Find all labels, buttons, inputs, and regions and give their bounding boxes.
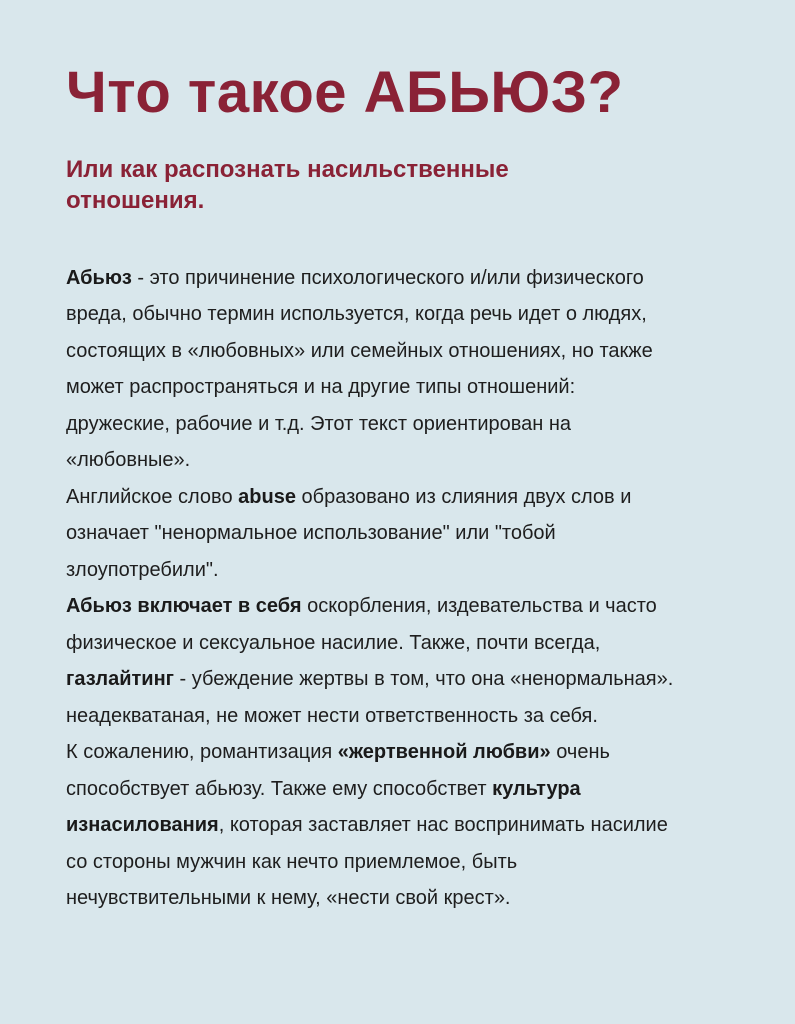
term-abuse-includes: Абьюз включает в себя: [66, 595, 302, 618]
text-line: Абьюз - это причинение психологического и/или физического: [66, 266, 644, 289]
text-line: способствует абьюзу. Также ему способствет культура: [66, 777, 581, 800]
text-line: состоящих в «любовных» или семейных отношениях, но также: [66, 339, 653, 362]
text-line: дружеские, рабочие и т.д. Этот текст ориентирован на: [66, 412, 572, 435]
text-line: Абьюз включает в себя оскорбления, издевательства и часто: [66, 595, 657, 618]
text-line: изнасилования, которая заставляет нас воспринимать насилие: [66, 814, 668, 837]
term-abuse-english: abuse: [238, 485, 296, 508]
text-line: может распространяться и на другие типы отношений:: [66, 376, 576, 399]
subtitle-line: Или как распознать насильственные: [66, 155, 509, 183]
term-rape-culture: культура: [492, 777, 581, 800]
term-abuse: Абьюз: [66, 266, 132, 289]
text-line: «любовные».: [66, 449, 191, 472]
text-line: физическое и сексуальное насилие. Также, почти всегда,: [66, 631, 601, 654]
term-rape-culture-cont: изнасилования: [66, 814, 219, 837]
text-line: вреда, обычно термин используется, когда речь идет о людях,: [66, 303, 647, 326]
term-sacrificial-love: «жертвенной любви»: [337, 741, 551, 764]
text-line: газлайтинг - убеждение жертвы в том, что она «ненормальная».: [66, 668, 674, 691]
text-line: нечувствительными к нему, «нести свой крест».: [66, 887, 511, 910]
text-line: неадекватаная, не может нести ответственность за себя.: [66, 704, 598, 727]
text-line: означает "ненормальное использование" или "тобой: [66, 522, 556, 545]
page-title: Что такое АБЬЮЗ?: [66, 60, 624, 125]
text-line: злоупотребили".: [66, 558, 219, 581]
term-gaslighting: газлайтинг: [66, 668, 174, 691]
text-line: К сожалению, романтизация «жертвенной любви» очень: [66, 741, 610, 764]
page-subtitle: [66, 154, 755, 216]
article-body: [66, 260, 755, 917]
subtitle-line: отношения.: [66, 186, 205, 214]
text-line: со стороны мужчин как нечто приемлемое, быть: [66, 850, 518, 873]
text-line: Английское слово abuse образовано из слияния двух слов и: [66, 485, 632, 508]
